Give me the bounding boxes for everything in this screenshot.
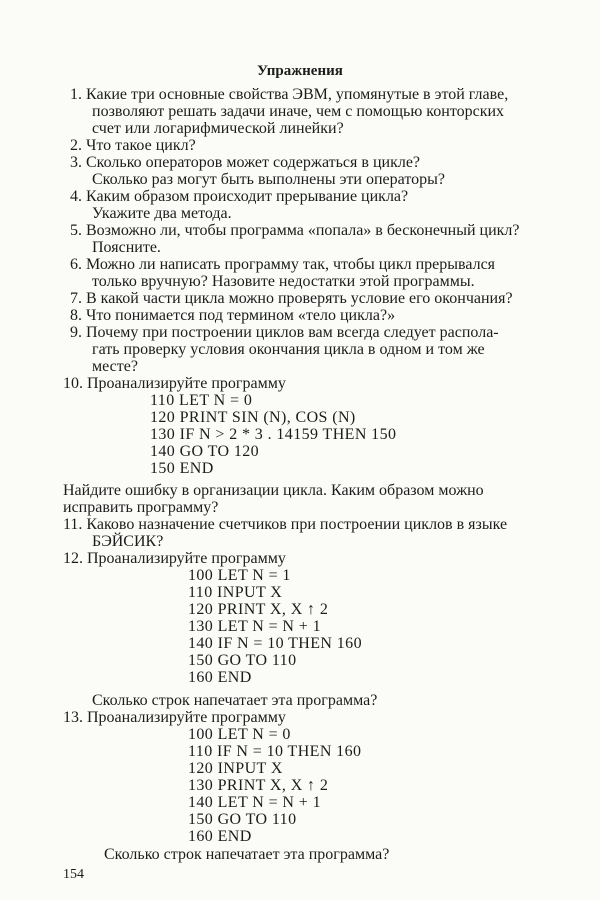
code-line: 110 LET N = 0 <box>150 392 253 409</box>
exercise-line: Сколько раз могут быть выполнены эти операторы? <box>92 171 445 188</box>
exercise-line: исправить программу? <box>63 499 219 516</box>
exercise-line: 5. Возможно ли, чтобы программа «попала» в бесконечный цикл? <box>70 222 520 239</box>
exercise-line: 12. Проанализируйте программу <box>63 550 286 567</box>
exercise-line: 4. Каким образом происходит прерывание цикла? <box>70 188 409 205</box>
code-line: 160 END <box>188 669 252 686</box>
code-line: 140 LET N = N + 1 <box>188 794 321 811</box>
code-line: 130 LET N = N + 1 <box>188 618 321 635</box>
exercise-line: 1. Какие три основные свойства ЭВМ, упомянутые в этой главе, <box>70 86 509 103</box>
exercise-line: 13. Проанализируйте программу <box>63 709 286 726</box>
code-line: 140 IF N = 10 THEN 160 <box>188 635 362 652</box>
code-line: 150 END <box>150 460 214 477</box>
code-line: 140 GO TO 120 <box>150 443 260 460</box>
code-line: 150 GO TO 110 <box>188 811 297 828</box>
exercise-line: позволяют решать задачи иначе, чем с помощью конторских <box>92 103 505 120</box>
exercise-line: 10. Проанализируйте программу <box>63 375 286 392</box>
code-line: 110 IF N = 10 THEN 160 <box>188 743 362 760</box>
exercise-line: Сколько строк напечатает эта программа? <box>104 846 390 863</box>
exercise-line: БЭЙСИК? <box>92 533 164 550</box>
exercise-line: 3. Сколько операторов может содержаться в цикле? <box>70 154 421 171</box>
exercise-line: месте? <box>92 358 138 375</box>
code-line: 120 INPUT X <box>188 760 283 777</box>
exercise-line: 11. Каково назначение счетчиков при построении циклов в языке <box>63 516 508 533</box>
exercise-line: 7. В какой части цикла можно проверять условие его окончания? <box>70 290 513 307</box>
code-line: 100 LET N = 0 <box>188 726 291 743</box>
exercise-line: Найдите ошибку в организации цикла. Каким образом можно <box>63 482 484 499</box>
exercise-line: Укажите два метода. <box>92 205 232 222</box>
page-title: Упражнения <box>257 63 343 79</box>
code-line: 120 PRINT SIN (N), COS (N) <box>150 409 356 426</box>
exercise-line: Сколько строк напечатает эта программа? <box>92 692 378 709</box>
code-line: 160 END <box>188 828 252 845</box>
exercise-line: 8. Что понимается под термином «тело цикла?» <box>70 307 396 324</box>
exercise-line: 9. Почему при построении циклов вам всегда следует распола- <box>70 324 499 341</box>
exercise-line: гать проверку условия окончания цикла в одном и том же <box>92 341 485 358</box>
code-line: 130 PRINT X, X ↑ 2 <box>188 777 329 794</box>
exercise-line: счет или логарифмической линейки? <box>92 120 344 137</box>
exercise-line: 6. Можно ли написать программу так, чтобы цикл прерывался <box>70 256 496 273</box>
code-line: 130 IF N > 2 * 3 . 14159 THEN 150 <box>150 426 397 443</box>
exercise-line: Поясните. <box>92 239 161 256</box>
code-line: 100 LET N = 1 <box>188 567 291 584</box>
page-number: 154 <box>63 867 84 882</box>
code-line: 120 PRINT X, X ↑ 2 <box>188 601 329 618</box>
exercise-line: 2. Что такое цикл? <box>70 137 196 154</box>
code-line: 150 GO TO 110 <box>188 652 297 669</box>
code-line: 110 INPUT X <box>188 584 283 601</box>
exercise-line: только вручную? Назовите недостатки этой программы. <box>92 273 475 290</box>
